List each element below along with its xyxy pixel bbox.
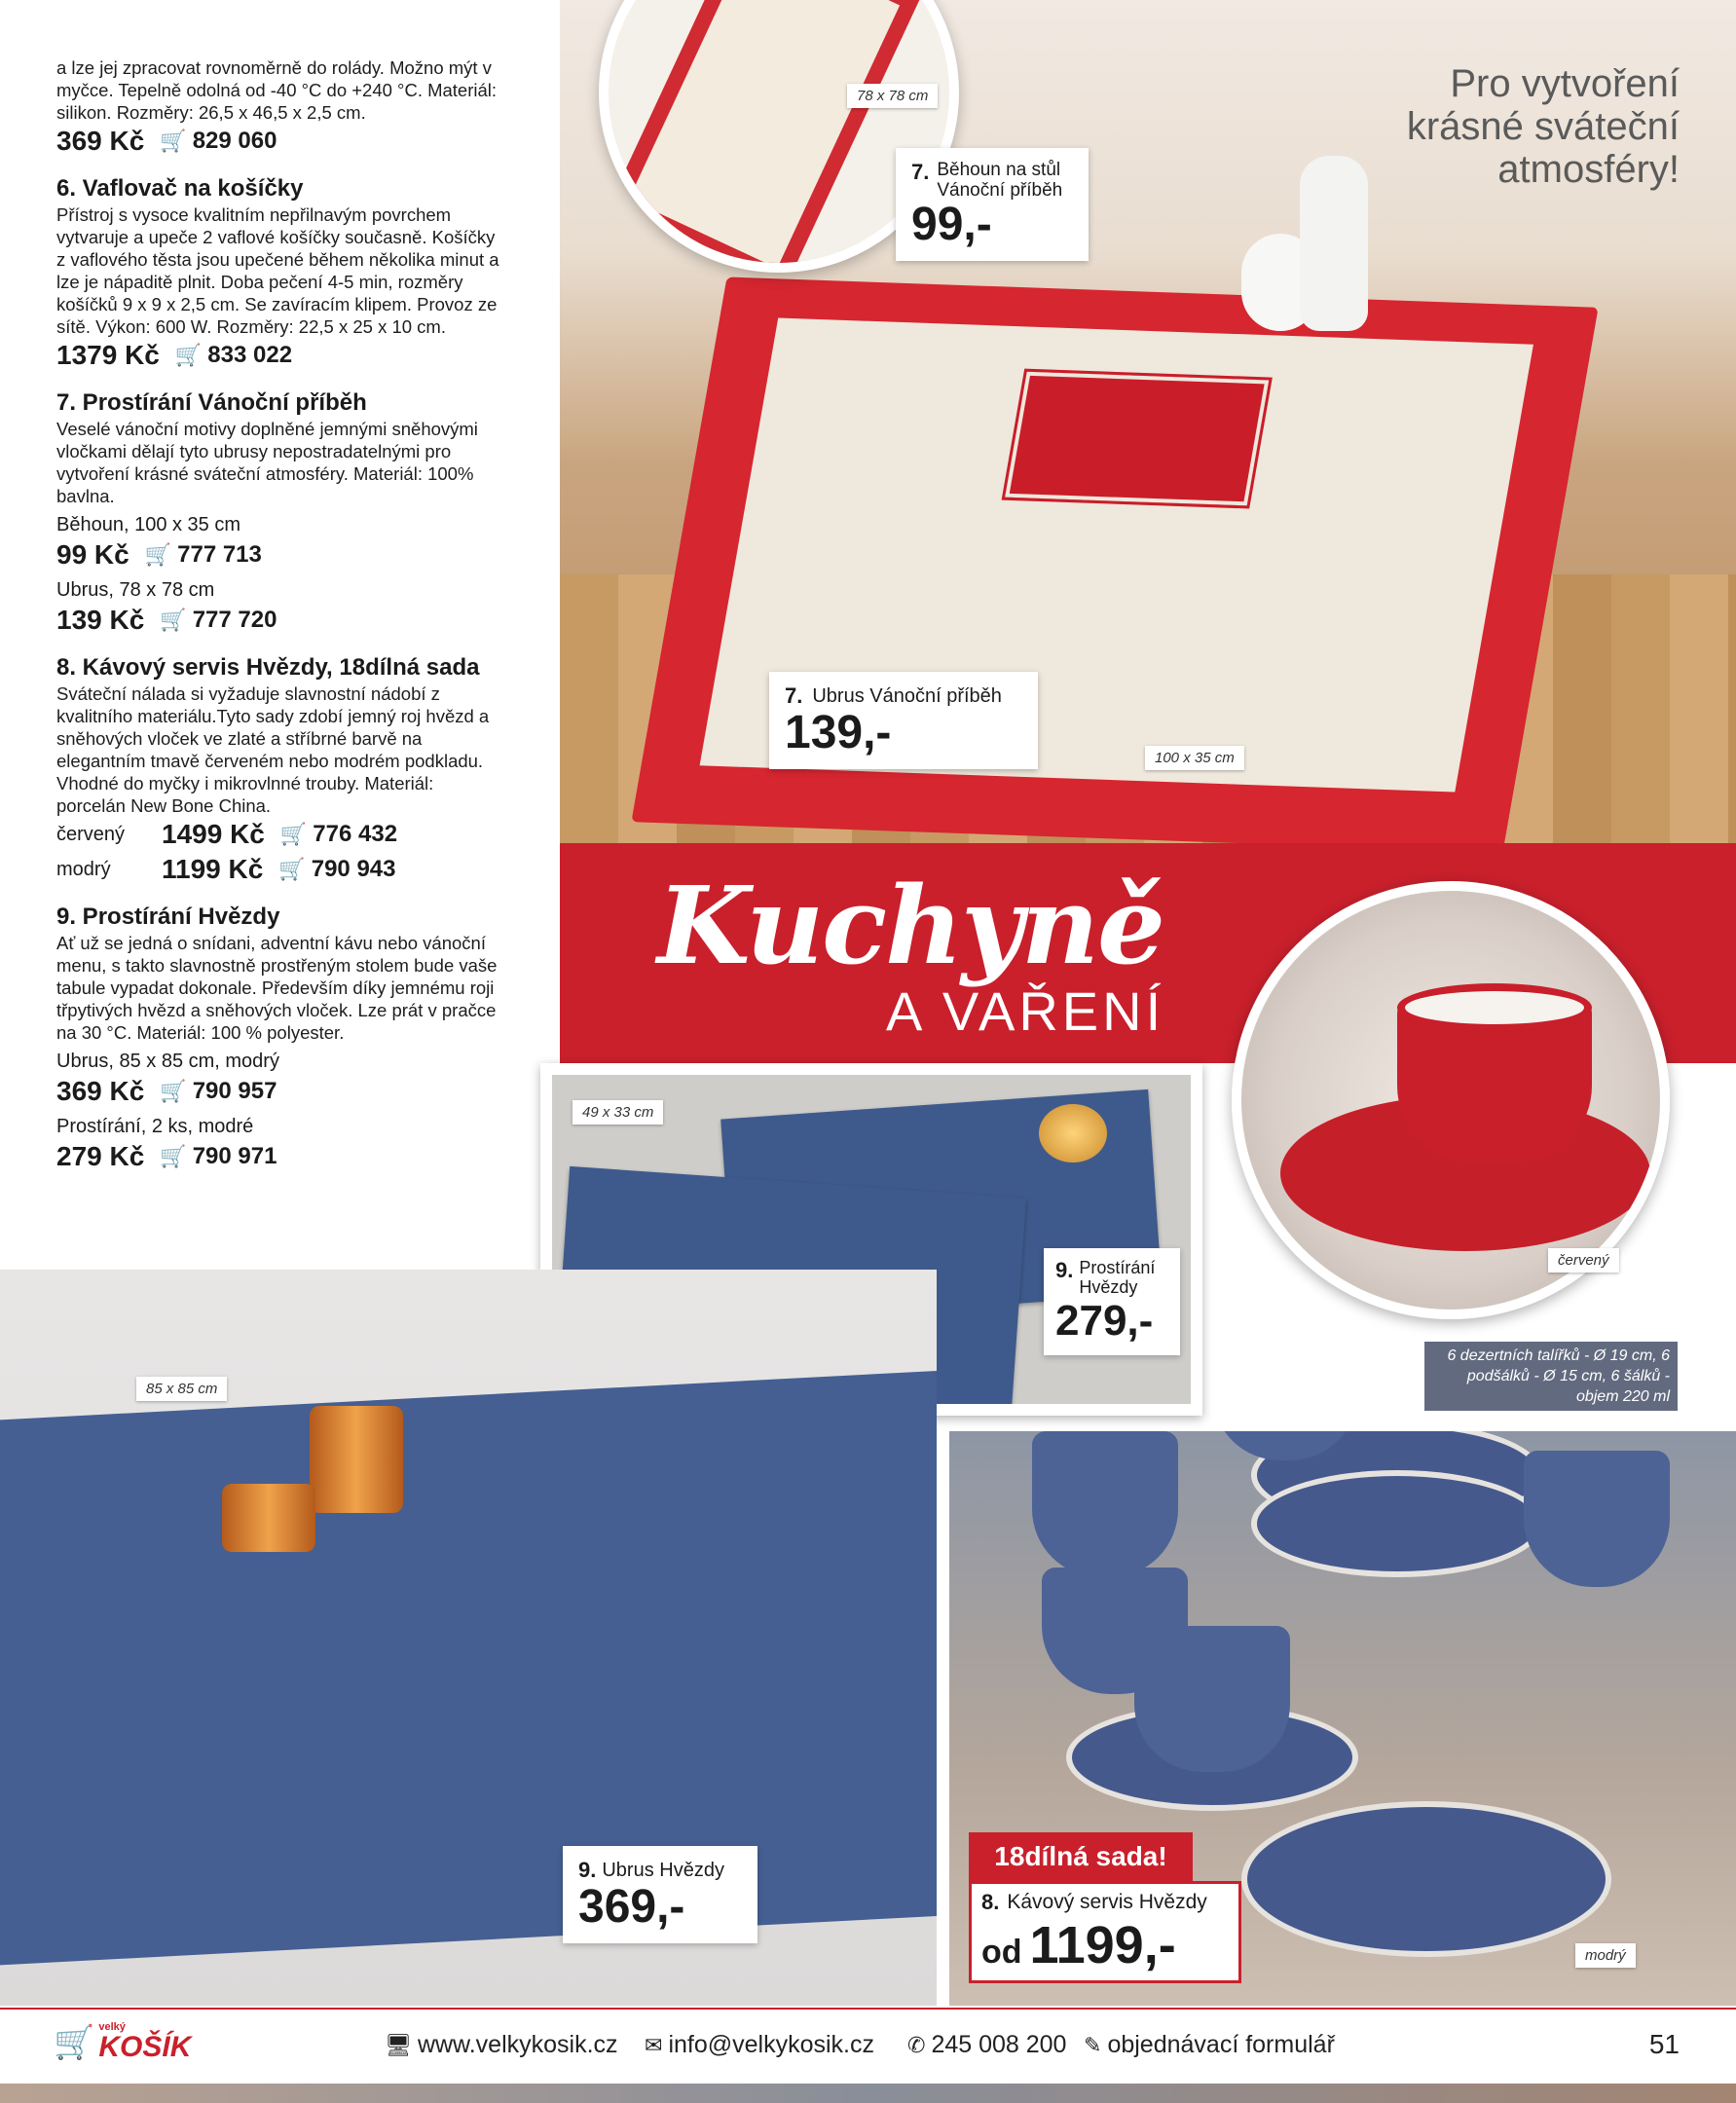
runner-price-box [896, 148, 1089, 261]
item9-text: Ať už se jedná o snídani, adventní kávu nebo vánoční menu, s takto slavnostně prostřeným stolem bude vaše tabule vypadat dokonale. Především díky jemnému roji třpytivých hvězd a sněhových vloček. Lze prát v pračce na 30 °C. Materiál: 100 % polyester. [56, 933, 498, 1043]
brand-logo[interactable] [54, 2021, 191, 2062]
cloth-price-box [769, 672, 1038, 769]
item6-title: 6. Vaflovač na košíčky [56, 175, 304, 202]
price: 279,- [1055, 1297, 1154, 1345]
cart-icon: 🛒 [160, 1079, 187, 1103]
form-icon: ✎ [1084, 2032, 1102, 2057]
product-name: Ubrus Hvězdy [602, 1859, 724, 1881]
product-text-column [56, 56, 504, 1174]
cup-image [1524, 1451, 1670, 1587]
intro-price: 369 Kč [56, 126, 145, 156]
phone-link[interactable]: ✆ 245 008 200 [907, 2031, 1067, 2058]
product-name: Kávový servis Hvězdy [1007, 1891, 1207, 1913]
item7-price1-line [56, 537, 504, 572]
item7-code1: 777 713 [177, 541, 262, 568]
item8-label1: červený [56, 824, 126, 845]
order-form-link[interactable]: ✎ objednávací formulář [1084, 2031, 1335, 2058]
plate-stack-image [1251, 1470, 1543, 1577]
tablecloth-image [0, 1371, 937, 1968]
item9-code1: 790 957 [192, 1078, 277, 1104]
banner-title: Kuchyně [657, 863, 1163, 988]
item7-title: 7. Prostírání Vánoční příběh [56, 389, 367, 416]
item8-text: Sváteční nálada si vyžaduje slavnostní nádobí z kvalitního materiálu.Tyto sady zdobí jemný roj hvězd a sněhových vloček ve zlaté a stříbrné barvě na elegantním tmavě červeném nebo modrém podkladu. Vhodné do myčky i mikrovlnné trouby. Materiál: porcelán New Bone China. [56, 683, 490, 816]
cup-image [1134, 1626, 1290, 1772]
cup-image [1032, 1431, 1178, 1577]
item-number: 9. [578, 1858, 597, 1882]
tagline: Pro vytvoření krásné sváteční atmosféry! [1406, 62, 1680, 191]
item9-price2: 279 Kč [56, 1141, 145, 1171]
item8-code1: 776 432 [313, 821, 398, 847]
cart-icon: 🛒 [174, 343, 203, 367]
size-tag: 49 x 33 cm [573, 1100, 663, 1125]
dessert-plate-image [1241, 1801, 1611, 1957]
placemat-price-box [1044, 1248, 1180, 1355]
candle-image [310, 1406, 403, 1513]
item9-price1-line [56, 1074, 504, 1109]
color-tag: červený [1548, 1248, 1619, 1273]
banner-subtitle: A VAŘENÍ [886, 980, 1165, 1042]
monitor-icon: 🖥 [385, 2032, 412, 2057]
item-number: 9. [1055, 1258, 1074, 1282]
item-number: 7. [911, 160, 930, 184]
envelope-icon: ✉ [645, 2032, 663, 2057]
size-tag: 100 x 35 cm [1145, 746, 1244, 770]
footer [0, 2008, 1736, 2082]
intro-code: 829 060 [192, 128, 277, 154]
price: 369,- [578, 1881, 685, 1933]
product-name: Prostírání Hvězdy [1079, 1258, 1156, 1297]
product-name: Běhoun na stůl Vánoční příběh [937, 160, 1063, 201]
intro-text: a lze jej zpracovat rovnoměrně do rolády. Možno mýt v myčce. Tepelně odolná od -40 °C do +240 °C. Materiál: silikon. Rozměry: 26,5 x 46,5 x 2,5 cm. [56, 57, 498, 123]
service-price-box [969, 1881, 1241, 1983]
cart-icon: 🛒 [278, 857, 306, 881]
intro-price-line [56, 124, 504, 159]
item6-code: 833 022 [207, 342, 293, 368]
item9-price2-line [56, 1139, 504, 1174]
color-tag: modrý [1575, 1943, 1636, 1968]
item9-code2: 790 971 [192, 1143, 277, 1169]
size-tag: 78 x 78 cm [847, 84, 938, 108]
candle-image [1039, 1104, 1107, 1162]
price: 99,- [911, 199, 992, 250]
item8-price1-line [56, 817, 504, 852]
bluecloth-price-box [563, 1846, 757, 1943]
cart-icon: 🛒 [160, 129, 187, 153]
cart-icon: 🛒 [144, 542, 172, 567]
candle-image [222, 1484, 315, 1552]
item8-price2-line [56, 852, 504, 887]
cart-icon: 🛒 [160, 1144, 187, 1168]
item6-price-line [56, 338, 504, 373]
item7-code2: 777 720 [192, 607, 277, 633]
item8-price2: 1199 Kč [162, 854, 264, 884]
item9-option1: Ubrus, 85 x 85 cm, modrý [56, 1051, 279, 1072]
item8-price1: 1499 Kč [162, 819, 265, 849]
cart-icon: 🛒 [279, 822, 308, 846]
item7-text: Veselé vánoční motivy doplněné jemnými sněhovými vločkami dělají tyto ubrusy nepostradatelnými pro vytvoření krásné sváteční atmosféry. Materiál: 100% bavlna. [56, 419, 478, 506]
size-tag: 85 x 85 cm [136, 1377, 227, 1401]
price: 139,- [785, 707, 892, 758]
product-name: Ubrus Vánoční příběh [812, 684, 1002, 707]
item9-title: 9. Prostírání Hvězdy [56, 904, 280, 930]
cart-icon: 🛒 [160, 608, 187, 632]
item7-price2-line [56, 603, 504, 638]
item8-label2: modrý [56, 859, 111, 880]
item-number: 8. [981, 1890, 1000, 1914]
item-number: 7. [785, 683, 803, 708]
page-number: 51 [1648, 2029, 1680, 2059]
email-link[interactable]: ✉ info@velkykosik.cz [645, 2031, 874, 2058]
item7-price2: 139 Kč [56, 605, 145, 635]
website-link[interactable]: 🖥 www.velkykosik.cz [385, 2031, 618, 2058]
item9-price1: 369 Kč [56, 1076, 145, 1106]
phone-icon: ✆ [907, 2032, 926, 2057]
item6-text: Přístroj s vysoce kvalitním nepřilnavým povrchem vytvaruje a upeče 2 vaflové košíčky současně. Košíčky z vaflového těsta jsou upečené během několika minut a lze je nápaditě plnit. Doba pečení 4-5 min, rozměry košíčků 9 x 9 x 2,5 cm. Se zavíracím klipem. Provoz ze sítě. Výkon: 600 W. Rozměry: 22,5 x 25 x 10 cm. [56, 204, 499, 337]
price-prefix: od [981, 1934, 1022, 1971]
set-contents-note: 6 dezertních talířků - Ø 19 cm, 6 podšálků - Ø 15 cm, 6 šálků - objem 220 ml [1424, 1342, 1678, 1411]
logo-big-text: KOŠÍK [98, 2031, 192, 2063]
item8-code2: 790 943 [311, 856, 396, 882]
bottom-photo-strip [0, 2084, 1736, 2103]
item7-price1: 99 Kč [56, 539, 129, 570]
item8-title: 8. Kávový servis Hvězdy, 18dílná sada [56, 654, 480, 681]
set-badge: 18dílná sada! [969, 1832, 1193, 1881]
item7-option2: Ubrus, 78 x 78 cm [56, 579, 215, 601]
item9-option2: Prostírání, 2 ks, modré [56, 1116, 254, 1137]
logo-small-text: velký [98, 2021, 126, 2033]
price: 1199,- [1029, 1916, 1176, 1974]
item6-price: 1379 Kč [56, 340, 160, 370]
cart-logo-icon: 🛒 [54, 2024, 95, 2061]
item7-option1: Běhoun, 100 x 35 cm [56, 514, 241, 535]
